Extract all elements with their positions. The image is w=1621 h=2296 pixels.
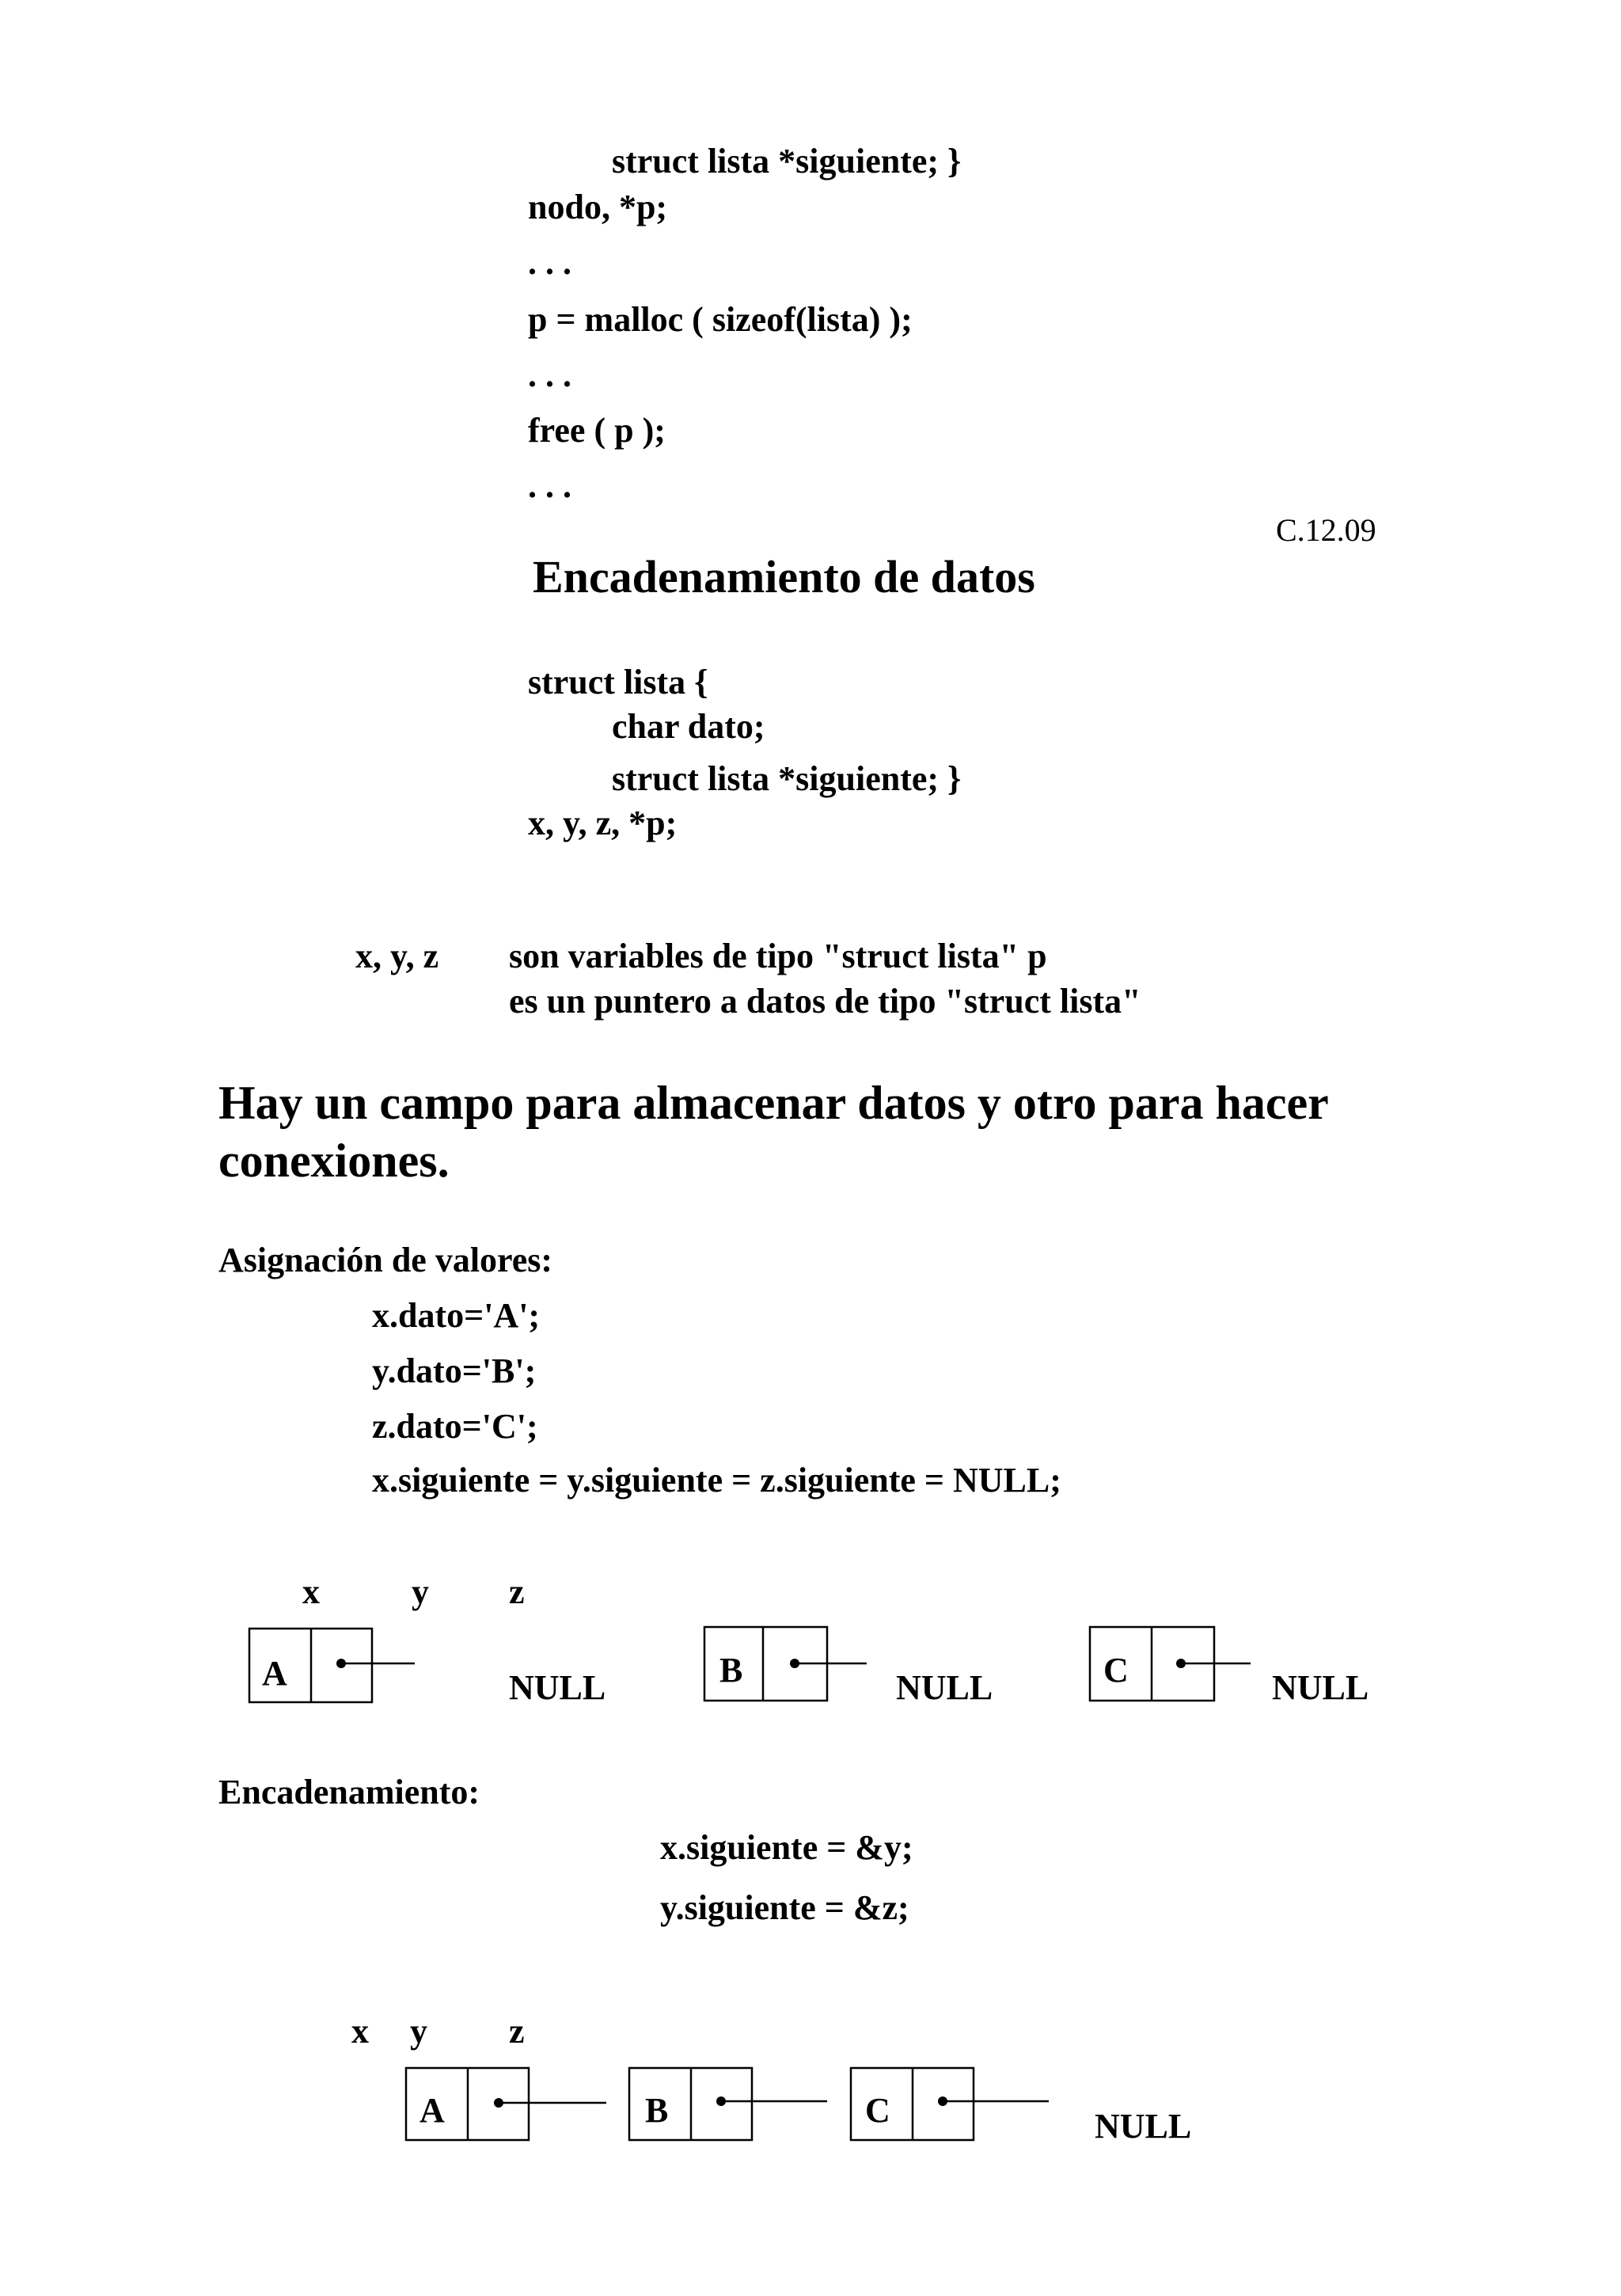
variables-desc-line: es un puntero a datos de tipo "struct lista" (509, 982, 1141, 1021)
code-line: char dato; (612, 707, 765, 746)
list-node (249, 1629, 606, 1707)
diagram-linked (351, 2012, 1191, 2146)
code-line: struct lista { (528, 663, 708, 701)
node-data: A (419, 2091, 445, 2130)
highlight-line: Hay un campo para almacenar datos y otro para hacer (218, 1077, 1329, 1129)
node-data: A (262, 1654, 287, 1693)
list-node (406, 2068, 606, 2140)
var-label-z: z (509, 2012, 525, 2051)
variables-term: x, y, z (355, 937, 439, 975)
code-line: nodo, *p; (528, 188, 668, 226)
var-label-y: y (412, 1572, 429, 1611)
section-title: Encadenamiento de datos (533, 551, 1035, 603)
code-line: p = malloc ( sizeof(lista) ); (528, 300, 913, 339)
highlight-line: conexiones. (218, 1135, 450, 1187)
code-line: x, y, z, *p; (528, 804, 678, 842)
code-line: . . . (528, 355, 571, 394)
var-label-x: x (351, 2012, 369, 2051)
node-data: B (645, 2091, 669, 2130)
variables-desc-line: son variables de tipo "struct lista" p (509, 937, 1047, 975)
null-label: NULL (896, 1668, 993, 1707)
code-line: z.dato='C'; (372, 1407, 538, 1446)
list-node (851, 2068, 1049, 2140)
code-line: y.siguiente = &z; (660, 1888, 909, 1927)
code-line: x.dato='A'; (372, 1296, 541, 1335)
code-line: x.siguiente = &y; (660, 1828, 913, 1867)
var-label-y: y (410, 2012, 427, 2051)
code-line: . . . (528, 243, 571, 282)
chaining-heading: Encadenamiento: (218, 1773, 480, 1811)
node-data: C (865, 2091, 890, 2130)
null-label: NULL (509, 1668, 606, 1707)
node-data: B (719, 1651, 743, 1690)
code-line: y.dato='B'; (372, 1351, 537, 1390)
list-node (1090, 1627, 1369, 1707)
code-line: struct lista *siguiente; } (612, 759, 962, 798)
list-node (629, 2068, 827, 2140)
var-label-x: x (302, 1572, 320, 1611)
code-line: . . . (528, 466, 571, 505)
code-line: free ( p ); (528, 411, 666, 450)
page-reference: C.12.09 (1276, 512, 1376, 548)
code-line: x.siguiente = y.siguiente = z.siguiente = NULL; (372, 1461, 1061, 1500)
diagram-unlinked (249, 1572, 1369, 1707)
var-label-z: z (509, 1572, 525, 1611)
null-label: NULL (1095, 2107, 1192, 2146)
assignment-heading: Asignación de valores: (218, 1241, 553, 1279)
node-data: C (1103, 1651, 1129, 1690)
code-line: struct lista *siguiente; } (612, 142, 962, 181)
null-label: NULL (1272, 1668, 1369, 1707)
list-node (704, 1627, 993, 1707)
